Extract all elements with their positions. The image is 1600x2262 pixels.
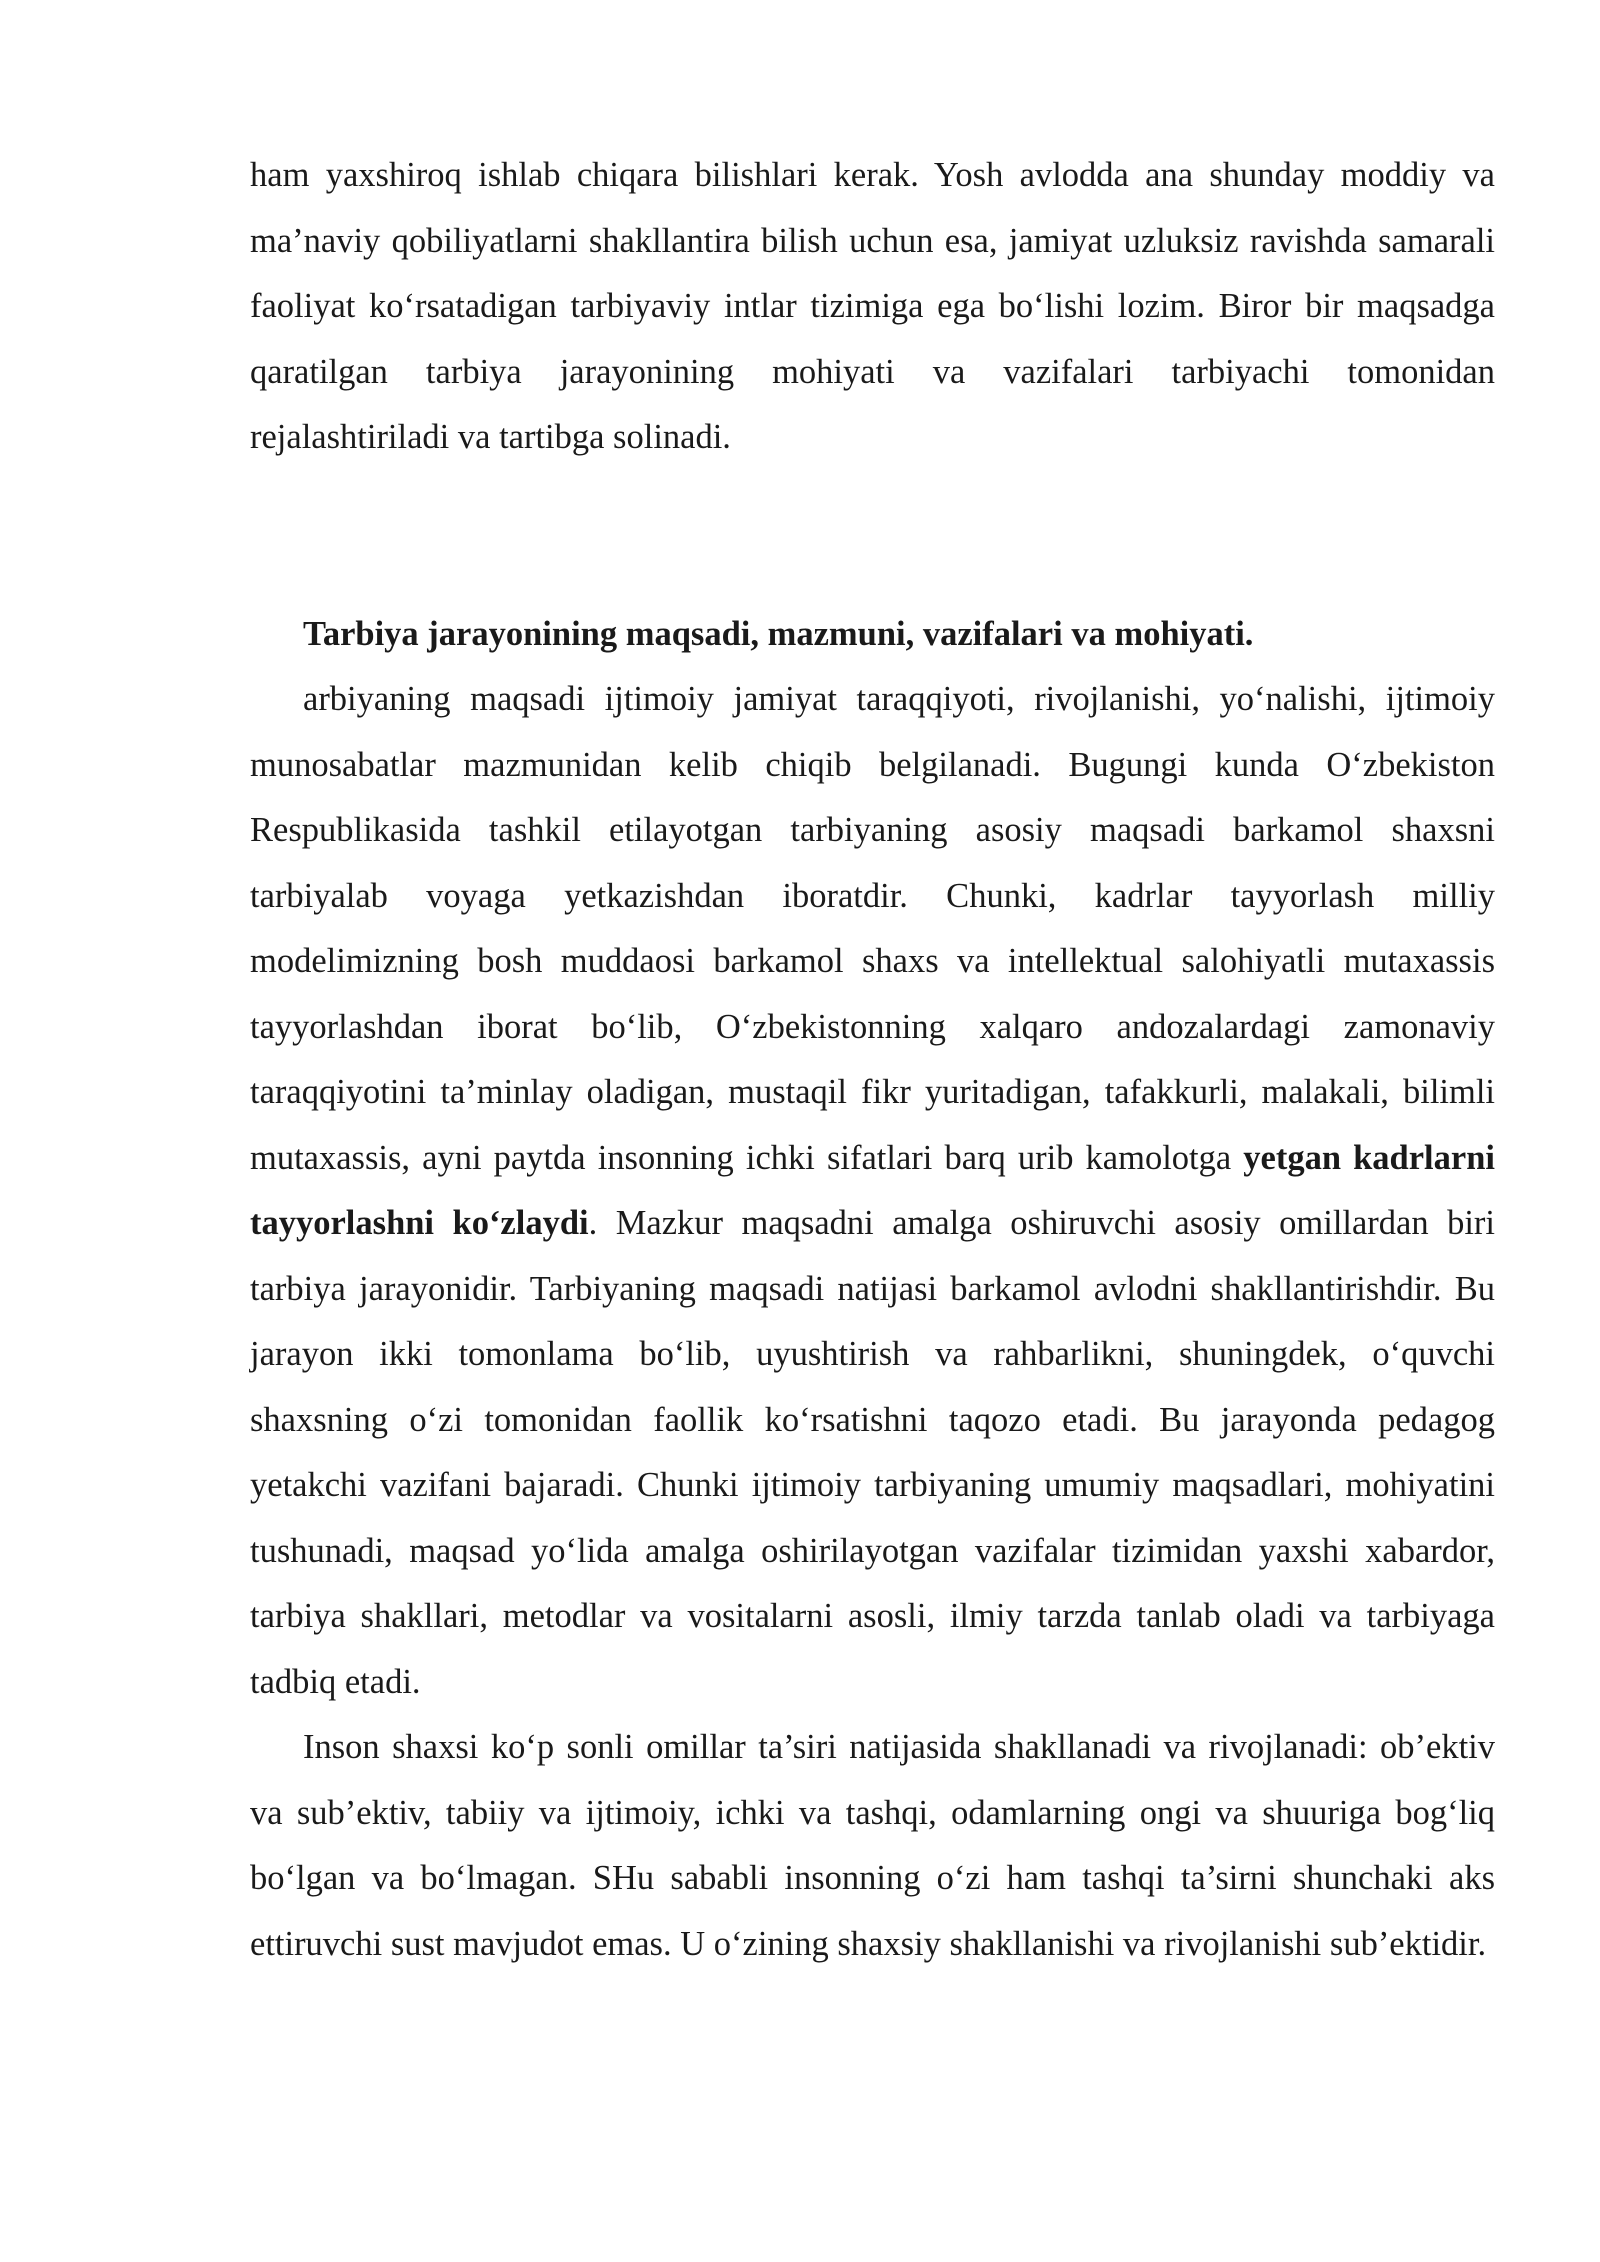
paragraph-purpose-text-1: arbiyaning maqsadi ijtimoiy jamiyat taraqqiyoti, rivojlanishi, yo‘nalishi, ijtimoiy munosabatlar mazmunidan kelib chiqib belgilanadi. Bugungi kunda O‘zbekiston Respublikasida tashkil etilayotgan tarbiyaning asosiy maqsadi barkamol shaxsni tarbiyalab voyaga yetkazishdan iboratdir. Chunki, kadrlar tayyorlash milliy modelimizning bosh muddaosi barkamol shaxs va intellektual salohiyatli mutaxassis tayyorlashdan iborat bo‘lib, O‘zbekistonning xalqaro andozalardagi zamonaviy taraqqiyotini ta’minlay oladigan, mustaqil fikr yuritadigan, tafakkurli, malakali, bilimli mutaxassis, ayni paytda insonning ichki sifatlari barq urib kamolotga: [250, 680, 1495, 1177]
paragraph-purpose-text-2: . Mazkur maqsadni amalga oshiruvchi asosiy omillardan biri tarbiya jarayonidir. Tarbiyaning maqsadi natijasi barkamol avlodni shakllantirishdir. Bu jarayon ikki tomonlama bo‘lib, uyushtirish va rahbarlikni, shuningdek, o‘quvchi shaxsning o‘zi tomonidan faollik ko‘rsatishni taqozo etadi. Bu jarayonda pedagog yetakchi vazifani bajaradi. Chunki ijtimoiy tarbiyaning umumiy maqsadlari, mohiyatini tushunadi, maqsad yo‘lida amalga oshirilayotgan vazifalar tizimidan yaxshi xabardor, tarbiya shakllari, metodlar va vositalarni asosli, ilmiy tarzda tanlab oladi va tarbiyaga tadbiq etadi.: [250, 1204, 1495, 1701]
paragraph-personality: Inson shaxsi ko‘p sonli omillar ta’siri natijasida shakllanadi va rivojlanadi: ob’ektiv va sub’ektiv, tabiiy va ijtimoiy, ichki va tashqi, odamlarning ongi va shuuriga bog‘liq bo‘lgan va bo‘lmagan. SHu sababli insonning o‘zi ham tashqi ta’sirni shunchaki aks ettiruvchi sust mavjudot emas. U o‘zining shaxsiy shakllanishi va rivojlanishi sub’ektidir.: [250, 1728, 1495, 1963]
intro-paragraph: ham yaxshiroq ishlab chiqara bilishlari kerak. Yosh avlodda ana shunday moddiy va ma’naviy qobiliyatlarni shakllantira bilish uchun esa, jamiyat uzluksiz ravishda samarali faoliyat ko‘rsatadigan tarbiyaviy intlar tizimiga ega bo‘lishi lozim. Biror bir maqsadga qaratilgan tarbiya jarayonining mohiyati va vazifalari tarbiyachi tomonidan rejalashtiriladi va tartibga solinadi.: [250, 156, 1495, 456]
paragraph-purpose-bold-phrase: yetgan kadrlarni tayyorlashni ko‘zlaydi: [250, 1138, 1495, 1242]
section-heading: Tarbiya jarayonining maqsadi, mazmuni, vazifalari va mohiyati.: [303, 614, 1254, 653]
section-spacer: [250, 471, 1495, 602]
paragraph-purpose: [250, 667, 1495, 1715]
document-page: [250, 143, 1495, 1977]
